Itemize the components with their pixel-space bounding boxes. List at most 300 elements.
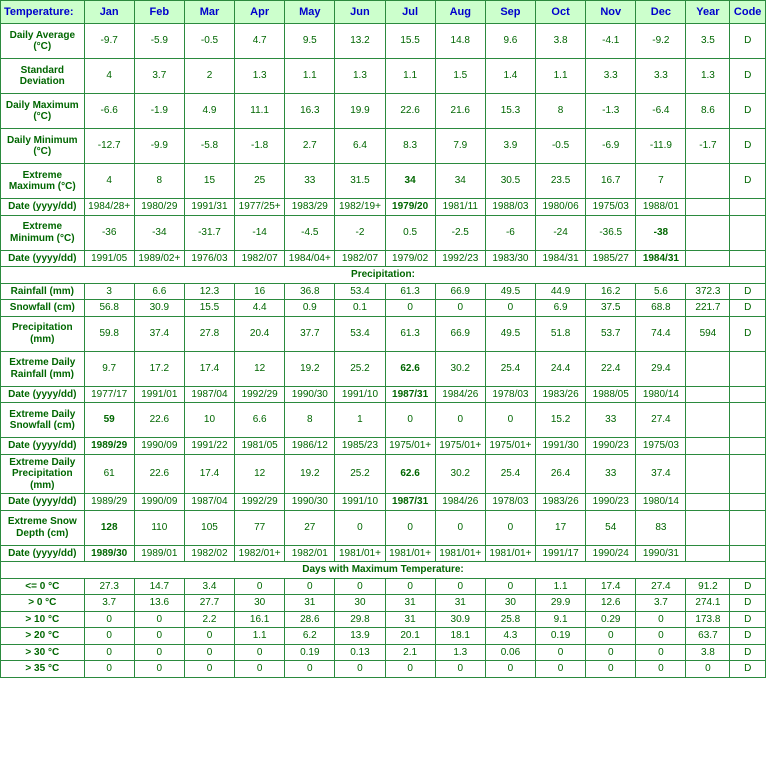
year-cell: [686, 510, 730, 545]
data-cell: -6.9: [586, 129, 636, 164]
code-cell: [730, 351, 766, 386]
data-cell: 1980/06: [536, 199, 586, 216]
data-cell: 0: [636, 611, 686, 628]
data-cell: -2.5: [435, 215, 485, 250]
data-cell: 61.3: [385, 283, 435, 300]
data-cell: 0: [235, 644, 285, 661]
data-cell: -4.1: [586, 24, 636, 59]
code-cell: D: [730, 129, 766, 164]
code-cell: D: [730, 94, 766, 129]
data-cell: 1989/02+: [134, 250, 184, 267]
year-cell: 221.7: [686, 300, 730, 317]
data-cell: 3.7: [134, 59, 184, 94]
row-label: Date (yyyy/dd): [1, 199, 85, 216]
row-label: Extreme Minimum (°C): [1, 215, 85, 250]
data-cell: 11.1: [235, 94, 285, 129]
data-cell: 0: [235, 661, 285, 678]
code-cell: [730, 403, 766, 438]
data-cell: 22.6: [134, 454, 184, 494]
data-cell: 3.8: [536, 24, 586, 59]
header-month-feb: Feb: [134, 1, 184, 24]
row-label: Date (yyyy/dd): [1, 438, 85, 455]
data-cell: 1982/07: [335, 250, 385, 267]
data-cell: 1987/04: [184, 386, 234, 403]
row-label: Standard Deviation: [1, 59, 85, 94]
code-cell: D: [730, 644, 766, 661]
row-label: Precipitation (mm): [1, 316, 85, 351]
header-year: Year: [686, 1, 730, 24]
data-cell: 0: [134, 661, 184, 678]
data-cell: -0.5: [536, 129, 586, 164]
data-cell: 13.9: [335, 628, 385, 645]
data-cell: 2.2: [184, 611, 234, 628]
data-cell: 15: [184, 164, 234, 199]
data-cell: 22.6: [385, 94, 435, 129]
year-cell: 1.3: [686, 59, 730, 94]
data-cell: 1991/01: [134, 386, 184, 403]
data-cell: 0: [134, 611, 184, 628]
year-cell: [686, 351, 730, 386]
table-row: [1, 164, 766, 199]
data-cell: 4.7: [235, 24, 285, 59]
data-cell: 20.1: [385, 628, 435, 645]
data-cell: 2.1: [385, 644, 435, 661]
code-cell: [730, 386, 766, 403]
data-cell: 0.5: [385, 215, 435, 250]
year-cell: [686, 494, 730, 511]
data-cell: 29.8: [335, 611, 385, 628]
table-row: [1, 661, 766, 678]
data-cell: 1979/02: [385, 250, 435, 267]
data-cell: 1986/12: [285, 438, 335, 455]
data-cell: 1990/30: [285, 386, 335, 403]
data-cell: 15.5: [184, 300, 234, 317]
data-cell: 15.5: [385, 24, 435, 59]
data-cell: 1981/11: [435, 199, 485, 216]
data-cell: -0.5: [184, 24, 234, 59]
data-cell: -5.8: [184, 129, 234, 164]
data-cell: 0.13: [335, 644, 385, 661]
data-cell: 1: [335, 403, 385, 438]
data-cell: 30.2: [435, 351, 485, 386]
year-cell: 594: [686, 316, 730, 351]
data-cell: -36.5: [586, 215, 636, 250]
data-cell: 1975/01+: [385, 438, 435, 455]
data-cell: 1.4: [485, 59, 535, 94]
data-cell: 1988/03: [485, 199, 535, 216]
data-cell: 1987/31: [385, 386, 435, 403]
data-cell: 13.6: [134, 595, 184, 612]
data-cell: 1991/05: [84, 250, 134, 267]
data-cell: 1990/23: [586, 438, 636, 455]
data-cell: 0: [134, 644, 184, 661]
data-cell: -11.9: [636, 129, 686, 164]
data-cell: 31: [435, 595, 485, 612]
data-cell: 3.4: [184, 578, 234, 595]
data-cell: 1990/31: [636, 545, 686, 562]
code-cell: [730, 438, 766, 455]
data-cell: 8: [134, 164, 184, 199]
data-cell: 1980/14: [636, 494, 686, 511]
data-cell: 1983/29: [285, 199, 335, 216]
row-label: Extreme Daily Precipitation (mm): [1, 454, 85, 494]
data-cell: 1988/05: [586, 386, 636, 403]
data-cell: 0: [586, 644, 636, 661]
data-cell: 0: [435, 403, 485, 438]
data-cell: 1989/30: [84, 545, 134, 562]
year-cell: -1.7: [686, 129, 730, 164]
data-cell: 9.6: [485, 24, 535, 59]
data-cell: 0: [385, 510, 435, 545]
header-month-apr: Apr: [235, 1, 285, 24]
data-cell: 1981/01+: [485, 545, 535, 562]
data-cell: 1980/29: [134, 199, 184, 216]
data-cell: 77: [235, 510, 285, 545]
year-cell: [686, 215, 730, 250]
data-cell: 27.7: [184, 595, 234, 612]
data-cell: 0: [485, 578, 535, 595]
data-cell: 9.5: [285, 24, 335, 59]
data-cell: 0: [435, 578, 485, 595]
data-cell: -34: [134, 215, 184, 250]
table-row: [1, 494, 766, 511]
data-cell: 33: [586, 403, 636, 438]
table-row: [1, 59, 766, 94]
table-row: [1, 94, 766, 129]
data-cell: 1975/01+: [485, 438, 535, 455]
data-cell: 3.9: [485, 129, 535, 164]
data-cell: 0: [636, 628, 686, 645]
data-cell: 19.2: [285, 351, 335, 386]
data-cell: -4.5: [285, 215, 335, 250]
data-cell: 1984/26: [435, 494, 485, 511]
data-cell: 23.5: [536, 164, 586, 199]
table-row: [1, 283, 766, 300]
data-cell: 0: [435, 661, 485, 678]
data-cell: 0: [536, 661, 586, 678]
data-cell: 2.7: [285, 129, 335, 164]
data-cell: 1984/28+: [84, 199, 134, 216]
data-cell: 7: [636, 164, 686, 199]
year-cell: 8.6: [686, 94, 730, 129]
data-cell: 34: [435, 164, 485, 199]
row-label: > 10 °C: [1, 611, 85, 628]
data-cell: 0: [385, 578, 435, 595]
data-cell: 25.4: [485, 351, 535, 386]
data-cell: 9.7: [84, 351, 134, 386]
data-cell: 1983/26: [536, 494, 586, 511]
data-cell: 0: [184, 644, 234, 661]
code-cell: D: [730, 164, 766, 199]
data-cell: 13.2: [335, 24, 385, 59]
data-cell: -1.8: [235, 129, 285, 164]
data-cell: 1992/29: [235, 494, 285, 511]
data-cell: 1.1: [536, 578, 586, 595]
table-row: [1, 644, 766, 661]
data-cell: 14.8: [435, 24, 485, 59]
row-label: Daily Average (°C): [1, 24, 85, 59]
data-cell: 1985/27: [586, 250, 636, 267]
data-cell: 62.6: [385, 351, 435, 386]
data-cell: 22.4: [586, 351, 636, 386]
data-cell: 0: [335, 661, 385, 678]
data-cell: 34: [385, 164, 435, 199]
data-cell: 1980/14: [636, 386, 686, 403]
data-cell: -1.9: [134, 94, 184, 129]
data-cell: -31.7: [184, 215, 234, 250]
header-temperature-label: Temperature:: [1, 1, 85, 24]
section-days-max-temperature-label: Days with Maximum Temperature:: [1, 562, 766, 579]
table-row: [1, 351, 766, 386]
data-cell: 0.29: [586, 611, 636, 628]
data-cell: 0: [485, 403, 535, 438]
row-label: Extreme Snow Depth (cm): [1, 510, 85, 545]
table-row: [1, 454, 766, 494]
data-cell: 54: [586, 510, 636, 545]
data-cell: 1.3: [235, 59, 285, 94]
data-cell: 31: [385, 611, 435, 628]
code-cell: D: [730, 24, 766, 59]
data-cell: 37.4: [134, 316, 184, 351]
data-cell: 0: [435, 300, 485, 317]
data-cell: 1981/01+: [335, 545, 385, 562]
data-cell: 1987/31: [385, 494, 435, 511]
data-cell: 1990/30: [285, 494, 335, 511]
table-row: [1, 386, 766, 403]
row-label: Snowfall (cm): [1, 300, 85, 317]
data-cell: 20.4: [235, 316, 285, 351]
data-cell: 62.6: [385, 454, 435, 494]
data-cell: 16.7: [586, 164, 636, 199]
header-month-dec: Dec: [636, 1, 686, 24]
row-label: <= 0 °C: [1, 578, 85, 595]
data-cell: 1983/26: [536, 386, 586, 403]
year-cell: [686, 386, 730, 403]
data-cell: 27.4: [636, 403, 686, 438]
data-cell: 0: [84, 644, 134, 661]
data-cell: 49.5: [485, 283, 535, 300]
data-cell: 1984/31: [536, 250, 586, 267]
code-cell: D: [730, 316, 766, 351]
data-cell: 1991/10: [335, 386, 385, 403]
data-cell: 1991/31: [184, 199, 234, 216]
data-cell: 1990/24: [586, 545, 636, 562]
code-cell: [730, 199, 766, 216]
section-precipitation: [1, 267, 766, 284]
data-cell: 18.1: [435, 628, 485, 645]
data-cell: 1977/25+: [235, 199, 285, 216]
row-label: Date (yyyy/dd): [1, 250, 85, 267]
data-cell: 0: [335, 578, 385, 595]
code-cell: [730, 215, 766, 250]
data-cell: 8.3: [385, 129, 435, 164]
data-cell: 12: [235, 351, 285, 386]
data-cell: 0.1: [335, 300, 385, 317]
data-cell: 3.3: [586, 59, 636, 94]
data-cell: 17.2: [134, 351, 184, 386]
data-cell: 9.1: [536, 611, 586, 628]
data-cell: 105: [184, 510, 234, 545]
data-cell: 1989/01: [134, 545, 184, 562]
data-cell: 61: [84, 454, 134, 494]
code-cell: D: [730, 628, 766, 645]
code-cell: [730, 454, 766, 494]
year-cell: 372.3: [686, 283, 730, 300]
data-cell: 0.19: [536, 628, 586, 645]
data-cell: 66.9: [435, 316, 485, 351]
data-cell: 33: [285, 164, 335, 199]
data-cell: 44.9: [536, 283, 586, 300]
data-cell: -38: [636, 215, 686, 250]
data-cell: 1982/07: [235, 250, 285, 267]
table-row: [1, 199, 766, 216]
data-cell: 1976/03: [184, 250, 234, 267]
data-cell: -6: [485, 215, 535, 250]
table-row: [1, 24, 766, 59]
data-cell: 25.2: [335, 454, 385, 494]
data-cell: 4.4: [235, 300, 285, 317]
data-cell: 1982/01: [285, 545, 335, 562]
data-cell: 56.8: [84, 300, 134, 317]
row-label: Extreme Daily Rainfall (mm): [1, 351, 85, 386]
year-cell: [686, 545, 730, 562]
code-cell: [730, 510, 766, 545]
data-cell: 31.5: [335, 164, 385, 199]
section-precipitation-label: Precipitation:: [1, 267, 766, 284]
data-cell: 1990/09: [134, 494, 184, 511]
data-cell: 0: [235, 578, 285, 595]
data-cell: 6.6: [235, 403, 285, 438]
table-row: [1, 578, 766, 595]
table-body: [1, 1, 766, 678]
data-cell: 1991/22: [184, 438, 234, 455]
data-cell: 128: [84, 510, 134, 545]
year-cell: 0: [686, 661, 730, 678]
data-cell: 6.9: [536, 300, 586, 317]
data-cell: 4.9: [184, 94, 234, 129]
data-cell: 1992/29: [235, 386, 285, 403]
row-label: > 35 °C: [1, 661, 85, 678]
data-cell: 19.2: [285, 454, 335, 494]
data-cell: 1981/01+: [385, 545, 435, 562]
header-month-jan: Jan: [84, 1, 134, 24]
data-cell: 31: [285, 595, 335, 612]
code-cell: D: [730, 283, 766, 300]
row-label: > 0 °C: [1, 595, 85, 612]
data-cell: 27: [285, 510, 335, 545]
data-cell: 1975/01+: [435, 438, 485, 455]
data-cell: -24: [536, 215, 586, 250]
data-cell: 0: [536, 644, 586, 661]
data-cell: 0: [636, 661, 686, 678]
code-cell: [730, 545, 766, 562]
code-cell: D: [730, 59, 766, 94]
header-month-mar: Mar: [184, 1, 234, 24]
year-cell: [686, 403, 730, 438]
data-cell: 1991/17: [536, 545, 586, 562]
data-cell: 8: [536, 94, 586, 129]
year-cell: 91.2: [686, 578, 730, 595]
section-days-max-temperature: [1, 562, 766, 579]
table-row: [1, 300, 766, 317]
data-cell: 17.4: [586, 578, 636, 595]
data-cell: 37.5: [586, 300, 636, 317]
data-cell: 10: [184, 403, 234, 438]
data-cell: 66.9: [435, 283, 485, 300]
table-row: [1, 129, 766, 164]
row-label: Rainfall (mm): [1, 283, 85, 300]
data-cell: 1978/03: [485, 494, 535, 511]
data-cell: 12: [235, 454, 285, 494]
table-row: [1, 628, 766, 645]
data-cell: 24.4: [536, 351, 586, 386]
data-cell: 28.6: [285, 611, 335, 628]
row-label: Daily Maximum (°C): [1, 94, 85, 129]
data-cell: 4.3: [485, 628, 535, 645]
row-label: Date (yyyy/dd): [1, 494, 85, 511]
data-cell: 7.9: [435, 129, 485, 164]
table-row: [1, 215, 766, 250]
data-cell: 0: [84, 628, 134, 645]
data-cell: 8: [285, 403, 335, 438]
data-cell: 0: [435, 510, 485, 545]
data-cell: 4: [84, 164, 134, 199]
data-cell: 59: [84, 403, 134, 438]
data-cell: 30.2: [435, 454, 485, 494]
data-cell: 37.4: [636, 454, 686, 494]
data-cell: 29.4: [636, 351, 686, 386]
data-cell: -6.6: [84, 94, 134, 129]
data-cell: 1984/31: [636, 250, 686, 267]
data-cell: 25.8: [485, 611, 535, 628]
data-cell: 1984/04+: [285, 250, 335, 267]
data-cell: 0: [485, 510, 535, 545]
data-cell: 1989/29: [84, 438, 134, 455]
year-cell: 3.5: [686, 24, 730, 59]
year-cell: [686, 164, 730, 199]
data-cell: 1982/01+: [235, 545, 285, 562]
data-cell: 1975/03: [636, 438, 686, 455]
table-row: [1, 595, 766, 612]
data-cell: 30: [235, 595, 285, 612]
code-cell: [730, 250, 766, 267]
data-cell: 0: [285, 578, 335, 595]
data-cell: 0.9: [285, 300, 335, 317]
data-cell: 1.3: [335, 59, 385, 94]
data-cell: 36.8: [285, 283, 335, 300]
data-cell: 0: [184, 628, 234, 645]
data-cell: 0: [636, 644, 686, 661]
data-cell: 0: [485, 300, 535, 317]
row-label: Daily Minimum (°C): [1, 129, 85, 164]
data-cell: 0: [184, 661, 234, 678]
header-month-oct: Oct: [536, 1, 586, 24]
row-label: > 20 °C: [1, 628, 85, 645]
table-row: [1, 438, 766, 455]
data-cell: 4: [84, 59, 134, 94]
data-cell: -14: [235, 215, 285, 250]
data-cell: 1981/01+: [435, 545, 485, 562]
data-cell: 14.7: [134, 578, 184, 595]
code-cell: D: [730, 300, 766, 317]
data-cell: 6.6: [134, 283, 184, 300]
data-cell: 74.4: [636, 316, 686, 351]
data-cell: 0: [134, 628, 184, 645]
data-cell: 1975/03: [586, 199, 636, 216]
table-header-row: [1, 1, 766, 24]
data-cell: 15.2: [536, 403, 586, 438]
data-cell: 16.1: [235, 611, 285, 628]
